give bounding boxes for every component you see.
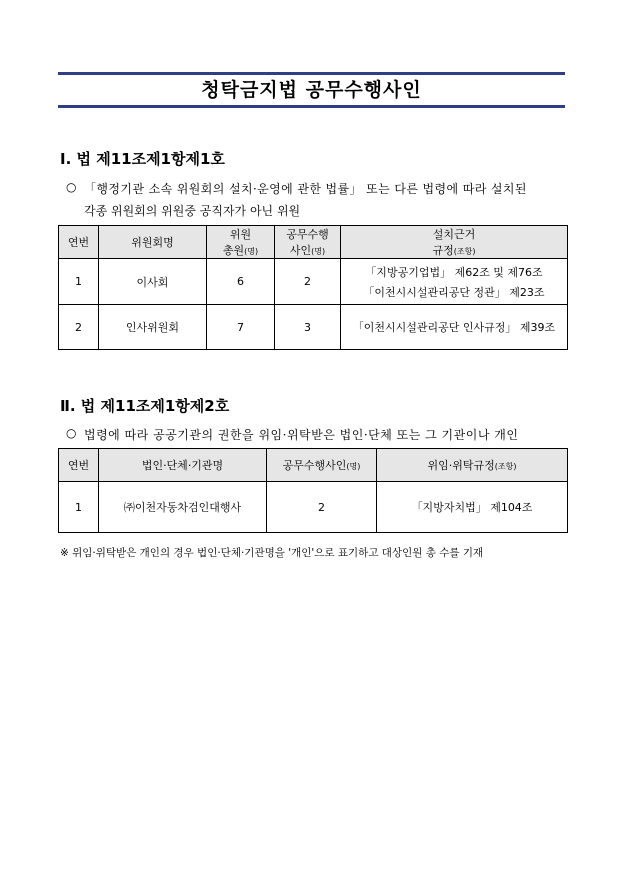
- section1-heading: Ⅰ. 법 제11조제1항제1호: [60, 150, 225, 168]
- section1-desc-line2: 각종 위원회의 위원중 공직자가 아닌 위원: [84, 204, 301, 218]
- col-basis-header: [341, 226, 568, 259]
- row-agents: 2: [267, 482, 377, 533]
- row-name: 이사회: [99, 259, 207, 305]
- col-no-header: 연번: [59, 226, 99, 259]
- row-no: 1: [59, 482, 99, 533]
- col-basis-header-line2: [341, 242, 567, 258]
- col-agents-unit: (명): [346, 462, 361, 471]
- row-agents: 2: [275, 259, 341, 305]
- col-total-header-line2: [207, 242, 274, 258]
- col-rule-header: [377, 449, 568, 482]
- row-total: 6: [207, 259, 275, 305]
- row-basis: [341, 259, 568, 305]
- row-total: 7: [207, 305, 275, 350]
- section2-bullet: ○: [66, 426, 77, 440]
- col-agents-header: [267, 449, 377, 482]
- page-title: 청탁금지법 공무수행사인: [201, 79, 422, 101]
- page-title-box: [58, 72, 565, 108]
- col-no-header: 연번: [59, 449, 99, 482]
- col-total-label: 총원: [222, 244, 245, 257]
- row-name: 인사위원회: [99, 305, 207, 350]
- row-no: 1: [59, 259, 99, 305]
- table-row: [59, 259, 568, 305]
- section1-bullet: ○: [66, 180, 77, 194]
- col-agents-label: 공무수행사인: [282, 459, 347, 472]
- section1-desc-line1: 「행정기관 소속 위원회의 설치·운영에 관한 법률」 또는 다른 법령에 따라 설치된: [84, 182, 527, 196]
- col-total-unit: (명): [244, 247, 259, 256]
- col-rule-label: 위임·위탁규정: [427, 459, 495, 472]
- col-org-header: 법인·단체·기관명: [99, 449, 267, 482]
- section2-table: [58, 448, 568, 533]
- row-org: ㈜이천자동차검인대행사: [99, 482, 267, 533]
- col-basis-header-line1: 설치근거: [432, 228, 476, 241]
- footnote: ※ 위임·위탁받은 개인의 경우 법인·단체·기관명을 '개인'으로 표기하고 대상인원 총 수를 기재: [60, 547, 484, 559]
- col-agents-label: 사인: [289, 244, 312, 257]
- row-basis-line1: 「이천시시설관리공단 인사규정」 제39조: [352, 321, 556, 334]
- row-basis-line2: 「이천시시설관리공단 정관」 제23조: [363, 285, 545, 299]
- row-rule: 「지방자치법」 제104조: [377, 482, 568, 533]
- col-basis-unit: (조항): [453, 247, 476, 256]
- table-row: [59, 305, 568, 350]
- col-total-header-line1: 위원: [229, 228, 252, 241]
- col-basis-label: 규정: [432, 244, 454, 257]
- col-agents-unit: (명): [311, 247, 326, 256]
- row-agents: 3: [275, 305, 341, 350]
- table-header-row: [59, 449, 568, 482]
- col-agents-header: [275, 226, 341, 259]
- section2-desc-line1: 법령에 따라 공공기관의 권한을 위임·위탁받은 법인·단체 또는 그 기관이나 개인: [84, 428, 519, 442]
- row-no: 2: [59, 305, 99, 350]
- table-row: [59, 482, 568, 533]
- col-name-header: 위원회명: [99, 226, 207, 259]
- row-basis: [341, 305, 568, 350]
- col-agents-header-line2: [275, 242, 340, 258]
- col-agents-header-line1: 공무수행: [286, 228, 329, 241]
- table-header-row: [59, 226, 568, 259]
- section1-table: [58, 225, 568, 350]
- col-rule-unit: (조항): [494, 462, 517, 471]
- col-total-header: [207, 226, 275, 259]
- section2-heading: Ⅱ. 법 제11조제1항제2호: [60, 397, 230, 415]
- row-basis-line1: 「지방공기업법」 제62조 및 제76조: [365, 265, 543, 279]
